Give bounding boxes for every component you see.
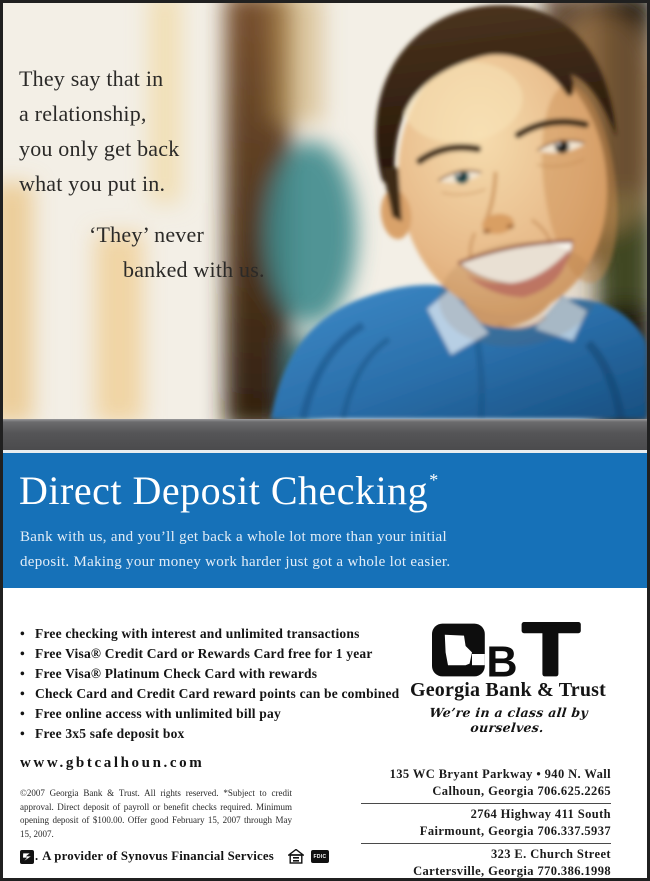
provider-text: A provider of Synovus Financial Services: [42, 849, 274, 863]
quote-line: They say that in: [19, 66, 164, 91]
branch-locations: [361, 764, 611, 881]
benefit-text: Free online access with unlimited bill pay: [35, 706, 281, 721]
bullet-icon: •: [20, 706, 25, 721]
address-line: Cartersville, Georgia 770.386.1998: [413, 863, 611, 878]
benefits-list: [20, 624, 399, 744]
info-section: [3, 588, 647, 878]
quote-line: you only get back: [19, 136, 180, 161]
list-item: [20, 684, 399, 704]
benefit-text: Check Card and Credit Card reward points can be combined: [35, 686, 400, 701]
quote-emphasis-line: ‘They’ never: [89, 222, 204, 247]
fdic-badge: FDIC: [311, 850, 329, 863]
gbt-logo: [424, 622, 592, 678]
quote-line: a relationship,: [19, 101, 147, 126]
svg-text:B: B: [486, 638, 518, 678]
product-description-line: deposit. Making your money work harder just got a whole lot easier.: [20, 554, 451, 570]
address-line: 2764 Highway 411 South: [470, 807, 611, 821]
bullet-icon: •: [20, 726, 25, 741]
list-item: [20, 724, 399, 744]
gray-divider-band: [3, 419, 647, 450]
product-title: [19, 467, 439, 514]
headline-quote: [19, 61, 265, 287]
benefit-text: Free 3x5 safe deposit box: [35, 726, 185, 741]
product-description-line: Bank with us, and you’ll get back a whole lot more than your initial: [20, 529, 447, 545]
benefit-text: Free Visa® Platinum Check Card with rewards: [35, 666, 318, 681]
benefit-text: Free Visa® Credit Card or Rewards Card free for 1 year: [35, 646, 373, 661]
branch-address: [361, 764, 611, 803]
address-line: 135 WC Bryant Parkway • 940 N. Wall: [389, 767, 611, 781]
product-description: [20, 525, 450, 575]
branch-address: [361, 843, 611, 881]
product-title-text: Direct Deposit Checking: [19, 468, 429, 513]
address-line: Fairmount, Georgia 706.337.5937: [419, 823, 611, 838]
address-line: Calhoun, Georgia 706.625.2265: [432, 783, 611, 798]
website-url: www.gbtcalhoun.com: [20, 755, 205, 771]
product-band: [3, 453, 647, 588]
bullet-icon: •: [20, 646, 25, 661]
synovus-logo-icon: [20, 850, 34, 864]
bank-tagline: We’re in a class all by ourselves.: [428, 705, 589, 735]
legal-fine-print: ©2007 Georgia Bank & Trust. All rights reserved. *Subject to credit approval. Direct deposit of payroll or benefit checks required. Minimum opening deposit of $100.00. Offer good February 15, 2007 through May 15, 2007.: [20, 788, 292, 839]
bullet-icon: •: [20, 626, 25, 641]
logo-period: .: [35, 849, 39, 863]
bank-name: Georgia Bank & Trust: [409, 679, 607, 701]
equal-housing-lender-icon: [288, 849, 304, 864]
list-item: [20, 704, 399, 724]
address-line: 323 E. Church Street: [490, 847, 611, 861]
footnote-asterisk: *: [429, 470, 439, 490]
benefit-text: Free checking with interest and unlimited transactions: [35, 626, 360, 641]
bank-logo-block: [393, 622, 623, 735]
quote-line: what you put in.: [19, 171, 166, 196]
bullet-icon: •: [20, 666, 25, 681]
list-item: [20, 664, 399, 684]
quote-emphasis-line: banked with us.: [123, 257, 265, 282]
hero-photo: [3, 3, 647, 419]
branch-address: [361, 803, 611, 843]
list-item: [20, 644, 399, 664]
provider-row: [20, 849, 329, 864]
list-item: [20, 624, 399, 644]
bullet-icon: •: [20, 686, 25, 701]
